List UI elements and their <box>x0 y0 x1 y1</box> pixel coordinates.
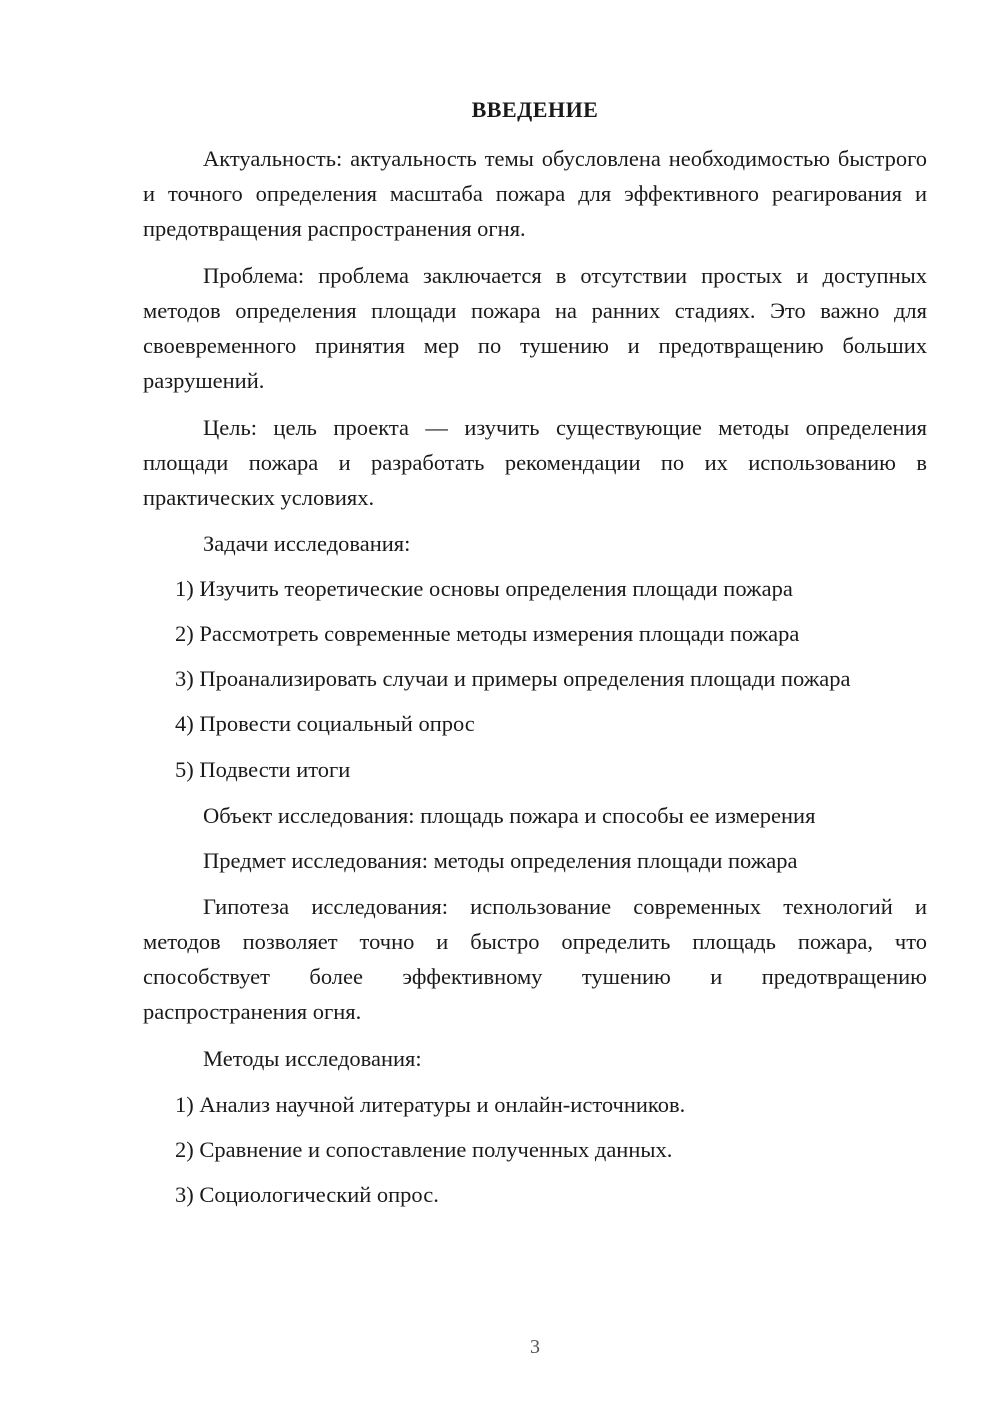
method-list-item: 1) Анализ научной литературы и онлайн-источников. <box>175 1092 686 1117</box>
actuality-text: Актуальность: актуальность темы обусловлена необходимостью быстрого и точного определения масштаба пожара для эффективного реагирования и предотвращения распространения огня. <box>143 146 927 241</box>
task-list-item: 5) Подвести итоги <box>175 757 351 782</box>
hypothesis-text: Гипотеза исследования: использование современных технологий и методов позволяет точно и быстро определить площадь пожара, что способствует более эффективному тушению и предотвращению распространения огня. <box>143 894 927 1024</box>
object-paragraph: Объект исследования: площадь пожара и способы ее измерения <box>203 803 816 828</box>
problem-paragraph <box>143 258 927 398</box>
tasks-heading: Задачи исследования: <box>203 531 411 556</box>
methods-heading: Методы исследования: <box>203 1046 422 1071</box>
method-list-item: 2) Сравнение и сопоставление полученных данных. <box>175 1137 673 1162</box>
goal-text: Цель: цель проекта — изучить существующие методы определения площади пожара и разработать рекомендации по их использованию в практических условиях. <box>143 415 927 510</box>
hypothesis-paragraph <box>143 889 927 1029</box>
task-list-item: 4) Провести социальный опрос <box>175 711 475 736</box>
page-title: ВВЕДЕНИЕ <box>471 97 599 122</box>
problem-text: Проблема: проблема заключается в отсутствии простых и доступных методов определения площади пожара на ранних стадиях. Это важно для своевременного принятия мер по тушению и предотвращению больших разрушений. <box>143 263 927 393</box>
subject-paragraph: Предмет исследования: методы определения площади пожара <box>203 848 798 873</box>
page-number: 3 <box>530 1336 540 1358</box>
method-list-item: 3) Социологический опрос. <box>175 1182 439 1207</box>
document-page <box>143 0 927 1414</box>
task-list-item: 3) Проанализировать случаи и примеры определения площади пожара <box>175 666 851 691</box>
goal-paragraph <box>143 410 927 515</box>
actuality-paragraph <box>143 141 927 246</box>
task-list-item: 2) Рассмотреть современные методы измерения площади пожара <box>175 621 800 646</box>
task-list-item: 1) Изучить теоретические основы определения площади пожара <box>175 576 793 601</box>
